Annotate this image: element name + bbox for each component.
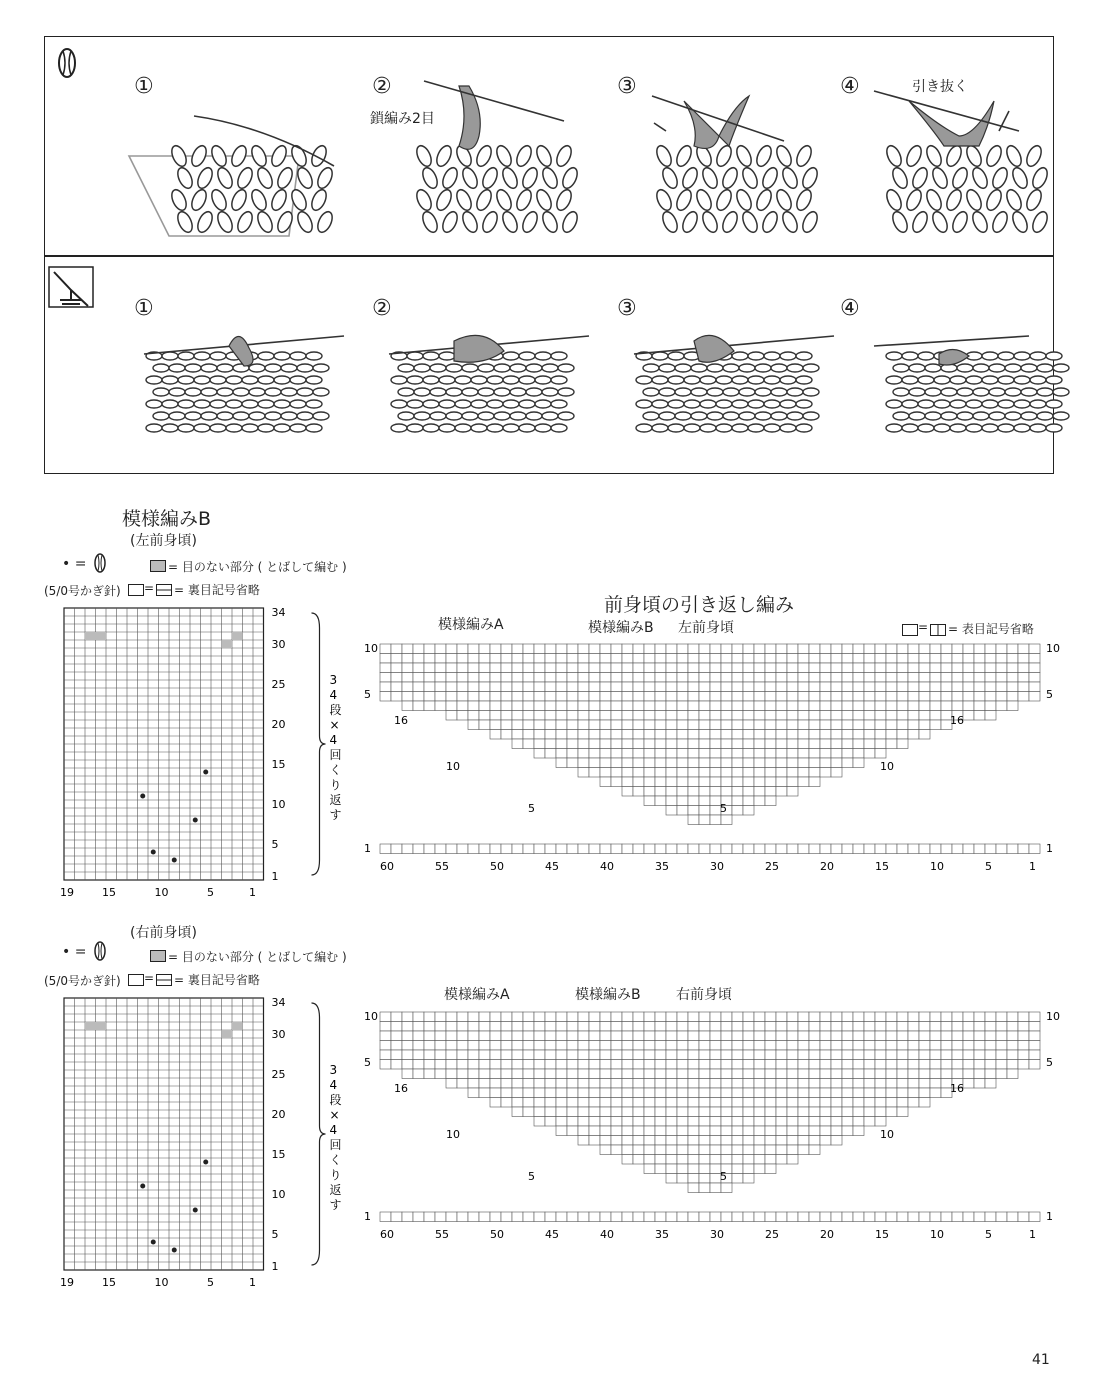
col-label: 25 (765, 860, 779, 873)
repeat-note-char: 返 (329, 1183, 342, 1197)
row-label-left: 5 (528, 1170, 535, 1183)
row-label-left: 10 (364, 1010, 378, 1023)
page-number: 41 (1032, 1352, 1050, 1368)
row-label: 5 (271, 838, 279, 851)
row-label-left: 1 (364, 842, 371, 855)
chain-2-note: 鎖編み2目 (370, 111, 435, 127)
row-label-right: 10 (1046, 1010, 1060, 1023)
row-label: 20 (271, 718, 286, 731)
col-label: 19 (60, 1276, 74, 1289)
label-left-front: 左前身頃 (678, 620, 734, 636)
col-label: 5 (207, 886, 214, 899)
col-label: 25 (765, 1228, 779, 1241)
col-label: 10 (930, 860, 944, 873)
repeat-note-char: す (329, 1198, 342, 1212)
col-label: 30 (710, 1228, 724, 1241)
shaded-cell (232, 1022, 243, 1030)
col-label: 50 (490, 860, 504, 873)
col-label: 1 (249, 886, 256, 899)
equals-1: = (144, 581, 155, 595)
step-3-label: ③ (617, 74, 637, 99)
bobble-mini-icon-2 (92, 940, 108, 962)
repeat-note-char: 3 (329, 673, 338, 687)
col-label: 55 (435, 860, 449, 873)
repeat-note-char: 4 (329, 688, 338, 702)
col-label: 15 (102, 1276, 116, 1289)
row-label-right: 16 (950, 714, 964, 727)
repeat-note-char: く (329, 1153, 342, 1167)
shaded-cell (85, 632, 96, 640)
chart-right-front (40, 990, 340, 1295)
row-label: 25 (271, 678, 286, 691)
col-label: 5 (207, 1276, 214, 1289)
shaded-cell (222, 1030, 233, 1038)
bullet-mark (172, 858, 177, 863)
col-label: 55 (435, 1228, 449, 1241)
repeat-note-char: り (329, 778, 342, 792)
short-row-title: 前身頃の引き返し編み (604, 594, 795, 616)
purl-cell-icon-2 (156, 974, 172, 986)
col-label: 40 (600, 1228, 614, 1241)
col-label: 60 (380, 860, 394, 873)
pull-through-note: 引き抜く (912, 79, 968, 95)
row-label-right: 5 (1046, 688, 1053, 701)
row-label-left: 1 (364, 1210, 371, 1223)
chart-short-row-right (362, 1004, 1062, 1244)
knit-illustrations-bottom (44, 256, 1054, 474)
bullet-mark (172, 1248, 177, 1253)
repeat-note-char: 3 (329, 1063, 338, 1077)
knit-legend-1: = 表目記号省略 (948, 622, 1034, 636)
row-label-left: 16 (394, 1082, 408, 1095)
right-front-subtitle: (右前身頃) (130, 925, 197, 941)
blank-cell-icon-2 (128, 974, 144, 986)
label-pattern-b-1: 模様編みB (588, 620, 654, 636)
shaded-cell (232, 632, 243, 640)
purl-legend-1: = 裏目記号省略 (174, 583, 260, 597)
repeat-note-char: 段 (329, 1093, 342, 1107)
col-label: 5 (985, 1228, 992, 1241)
row-label-right: 5 (1046, 1056, 1053, 1069)
chart-short-row-left (362, 636, 1062, 876)
repeat-note-char: り (329, 1168, 342, 1182)
row-label: 30 (271, 1028, 286, 1041)
bullet-mark (203, 1160, 208, 1165)
row-label: 1 (271, 1260, 279, 1273)
repeat-note-char: × (329, 1108, 340, 1122)
row-label-left: 5 (364, 688, 371, 701)
repeat-note-char: 回 (329, 748, 342, 762)
row-label-right: 5 (720, 802, 727, 815)
row-label-right: 16 (950, 1082, 964, 1095)
row-label-left: 5 (528, 802, 535, 815)
label-pattern-b-2: 模様編みB (575, 987, 641, 1003)
purl-legend-2: = 裏目記号省略 (174, 973, 260, 987)
repeat-note-char: 段 (329, 703, 342, 717)
repeat-note-char: 4 (329, 1078, 338, 1092)
repeat-note-char: × (329, 718, 340, 732)
shaded-cell (85, 1022, 96, 1030)
step-1-label: ① (134, 74, 154, 99)
row-label: 15 (271, 758, 286, 771)
shaded-legend-2: = 目のない部分 ( とばして編む ) (168, 950, 347, 964)
row-label: 15 (271, 1148, 286, 1161)
repeat-note-char: す (329, 808, 342, 822)
label-pattern-a-2: 模様編みA (444, 987, 510, 1003)
repeat-note-char: 4 (329, 733, 338, 747)
left-front-subtitle: (左前身頃) (130, 533, 197, 549)
shaded-cell (96, 1022, 107, 1030)
bullet-mark (193, 1208, 198, 1213)
bullet-mark (140, 1184, 145, 1189)
chart-left-front (40, 600, 340, 905)
row-label: 25 (271, 1068, 286, 1081)
needle-legend-2: (5/0号かぎ針) (44, 974, 121, 988)
pattern-b-title: 模様編みB (122, 508, 212, 530)
step-4-label: ④ (840, 74, 860, 99)
row-label: 34 (271, 996, 286, 1009)
row-label-left: 10 (446, 1128, 460, 1141)
row-label-left: 10 (446, 760, 460, 773)
equals-2: = (144, 971, 155, 985)
bullet-mark (140, 794, 145, 799)
row-label: 20 (271, 1108, 286, 1121)
shaded-cell-icon-1 (150, 560, 166, 572)
col-label: 10 (154, 886, 169, 899)
col-label: 15 (875, 860, 889, 873)
col-label: 15 (875, 1228, 889, 1241)
col-label: 1 (249, 1276, 256, 1289)
bullet-legend-2: • = (62, 944, 87, 960)
bullet-mark (203, 770, 208, 775)
shaded-cell-icon-2 (150, 950, 166, 962)
step-3b-label: ③ (617, 296, 637, 321)
row-label-right: 1 (1046, 1210, 1053, 1223)
shaded-cell (96, 632, 107, 640)
bobble-mini-icon-1 (92, 552, 108, 574)
label-pattern-a-1: 模様編みA (438, 617, 504, 633)
col-label: 10 (930, 1228, 944, 1241)
row-label-right: 10 (1046, 642, 1060, 655)
repeat-note-char: く (329, 763, 342, 777)
equals-3: = (918, 620, 929, 634)
shaded-cell (222, 640, 233, 648)
bullet-legend-1: • = (62, 556, 87, 572)
step-2b-label: ② (372, 296, 392, 321)
col-label: 50 (490, 1228, 504, 1241)
row-label-right: 1 (1046, 842, 1053, 855)
col-label: 30 (710, 860, 724, 873)
row-label: 10 (271, 1188, 286, 1201)
col-label: 40 (600, 860, 614, 873)
col-label: 1 (1029, 860, 1036, 873)
step-4b-label: ④ (840, 296, 860, 321)
col-label: 20 (820, 1228, 834, 1241)
repeat-note-char: 返 (329, 793, 342, 807)
col-label: 60 (380, 1228, 394, 1241)
row-label: 5 (271, 1228, 279, 1241)
shaded-legend-1: = 目のない部分 ( とばして編む ) (168, 560, 347, 574)
row-label: 10 (271, 798, 286, 811)
bullet-mark (151, 850, 156, 855)
blank-cell-icon-3 (902, 624, 918, 636)
row-label: 30 (271, 638, 286, 651)
row-label-right: 10 (880, 760, 894, 773)
col-label: 5 (985, 860, 992, 873)
bullet-mark (151, 1240, 156, 1245)
col-label: 45 (545, 1228, 559, 1241)
row-label-left: 16 (394, 714, 408, 727)
col-label: 45 (545, 860, 559, 873)
step-2-label: ② (372, 74, 392, 99)
label-right-front: 右前身頃 (676, 987, 732, 1003)
row-label: 1 (271, 870, 279, 883)
row-label: 34 (271, 606, 286, 619)
knit-illustrations-top (44, 36, 1054, 256)
row-label-left: 10 (364, 642, 378, 655)
knit-cell-icon-3 (930, 624, 946, 636)
row-label-right: 5 (720, 1170, 727, 1183)
col-label: 35 (655, 1228, 669, 1241)
row-label-right: 10 (880, 1128, 894, 1141)
blank-cell-icon-1 (128, 584, 144, 596)
needle-legend-1: (5/0号かぎ針) (44, 584, 121, 598)
col-label: 10 (154, 1276, 169, 1289)
col-label: 35 (655, 860, 669, 873)
col-label: 15 (102, 886, 116, 899)
col-label: 20 (820, 860, 834, 873)
purl-cell-icon-1 (156, 584, 172, 596)
col-label: 1 (1029, 1228, 1036, 1241)
repeat-note-char: 4 (329, 1123, 338, 1137)
repeat-note-char: 回 (329, 1138, 342, 1152)
step-1b-label: ① (134, 296, 154, 321)
col-label: 19 (60, 886, 74, 899)
bullet-mark (193, 818, 198, 823)
row-label-left: 5 (364, 1056, 371, 1069)
